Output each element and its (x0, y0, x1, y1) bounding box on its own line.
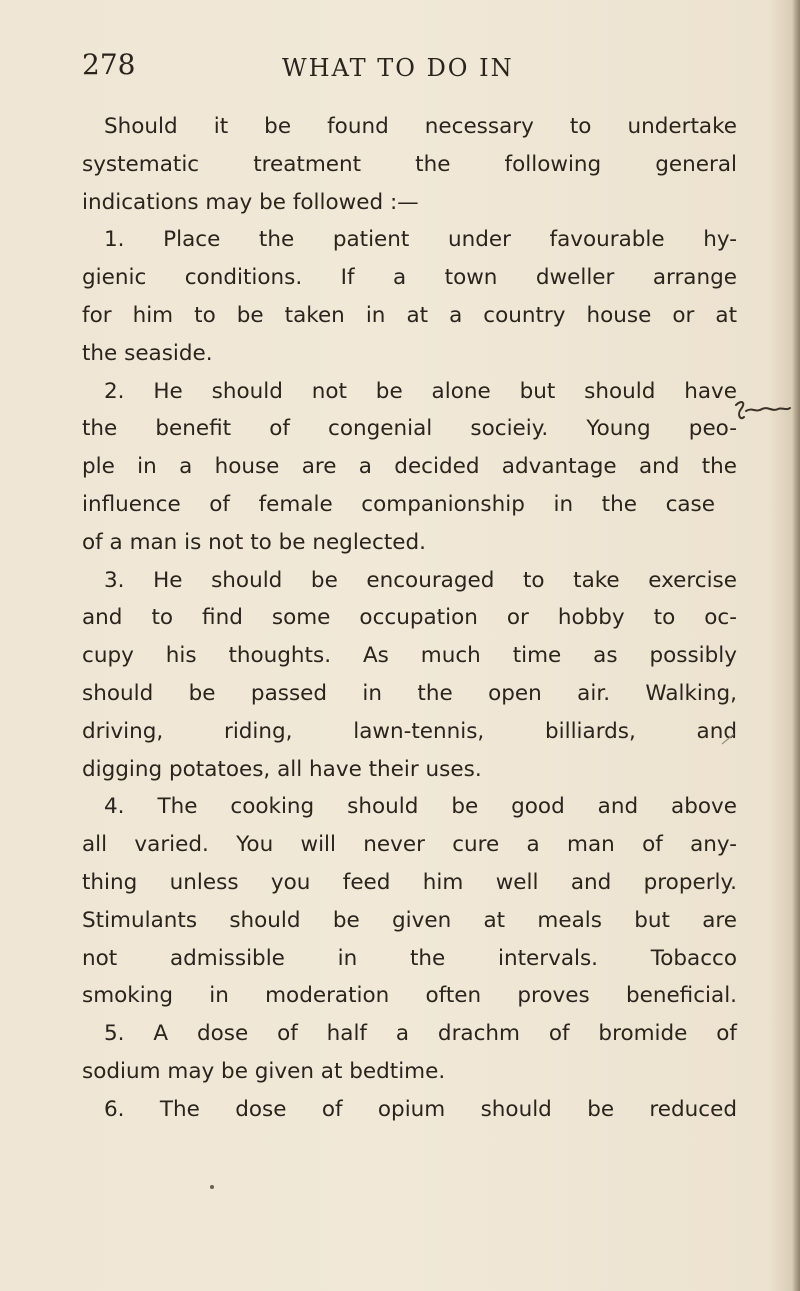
page-edge (792, 0, 800, 1291)
text-line: digging potatoes, all have their uses. (82, 756, 482, 782)
text-line: cupy his thoughts. As much time as possibly (82, 643, 737, 669)
text-line: smoking in moderation often proves beneficial. (82, 983, 737, 1009)
text-line: influence of female companionship in the case (82, 491, 715, 517)
body-text (82, 108, 737, 1129)
text-line: of a man is not to be neglected. (82, 529, 426, 555)
text-line: 1. Place the patient under favourable hy- (104, 227, 737, 253)
text-line: 4. The cooking should be good and above (104, 794, 737, 820)
text-line: ple in a house are a decided advantage and the (82, 454, 737, 480)
text-line: thing unless you feed him well and properly. (82, 869, 737, 895)
text-line: and to find some occupation or hobby to oc- (82, 605, 737, 631)
text-line: systematic treatment the following general (82, 151, 737, 177)
text-line: for him to be taken in at a country house or at (82, 302, 737, 328)
text-line: 6. The dose of opium should be reduced (104, 1096, 737, 1122)
text-line: sodium may be given at bedtime. (82, 1058, 446, 1084)
page-header (82, 48, 642, 88)
text-line: not admissible in the intervals. Tobacco (82, 945, 737, 971)
handwritten-annotation (732, 397, 792, 425)
text-line: 2. He should not be alone but should have (104, 378, 737, 404)
text-line: 3. He should be encouraged to take exercise (104, 567, 737, 593)
text-line: gienic conditions. If a town dweller arrange (82, 265, 737, 291)
text-line: the seaside. (82, 340, 213, 366)
pencil-mark (720, 732, 736, 746)
running-head: WHAT TO DO IN (282, 54, 514, 82)
text-line: 5. A dose of half a drachm of bromide of (104, 1021, 737, 1047)
page-number: 278 (82, 48, 136, 81)
text-line: Should it be found necessary to undertake (104, 114, 737, 139)
text-line: indications may be followed :— (82, 189, 419, 215)
ink-speck (210, 1185, 214, 1189)
text-line: all varied. You will never cure a man of any- (82, 832, 737, 858)
text-line: should be passed in the open air. Walking, (82, 680, 737, 706)
text-line: the benefit of congenial socieiy. Young peo- (82, 416, 737, 442)
text-line: driving, riding, lawn-tennis, billiards, and (82, 718, 737, 744)
text-line: Stimulants should be given at meals but are (82, 907, 737, 933)
